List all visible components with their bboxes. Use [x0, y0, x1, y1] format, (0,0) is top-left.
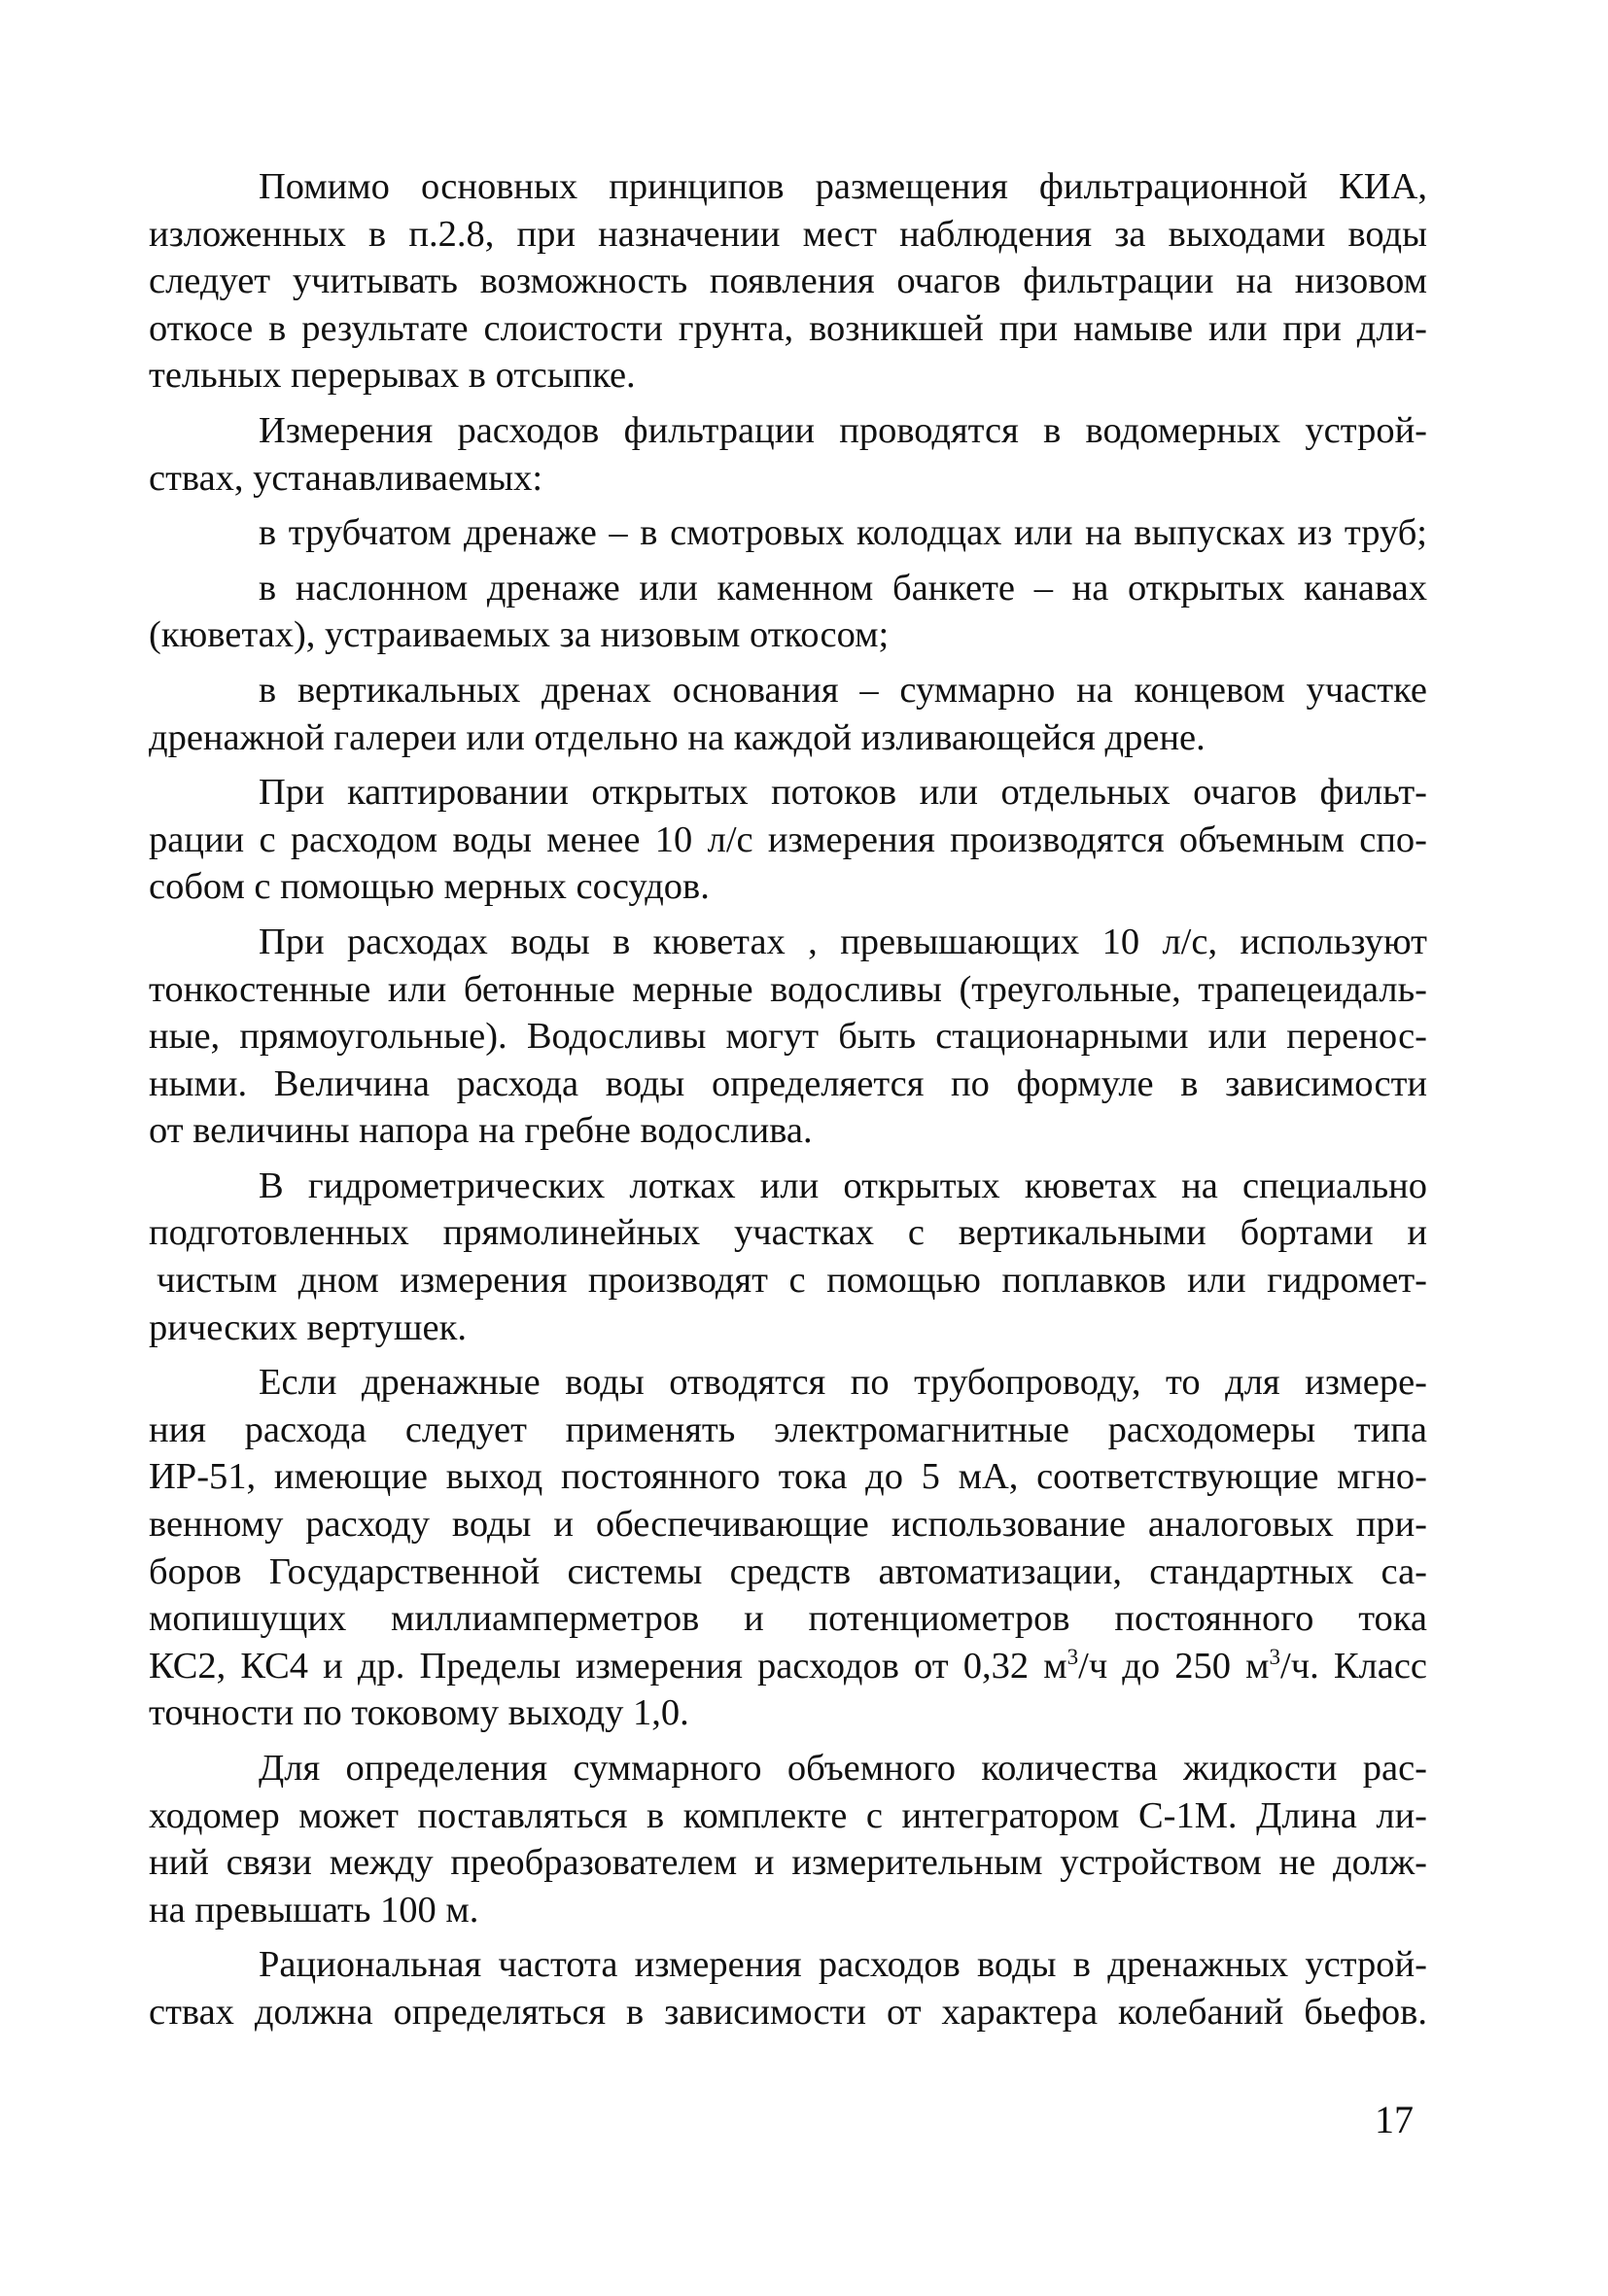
page-number: 17: [1375, 2098, 1414, 2141]
text-line: ствах должна определяться в зависимости от характера колебаний бьефов.: [149, 1991, 1427, 2033]
text-line: При расходах воды в кюветах , превышающих 10 л/с, используют: [259, 921, 1427, 962]
text-line: ний связи между преобразователем и измерительным устройством не долж-: [149, 1842, 1427, 1884]
text-line: собом с помощью мерных сосудов.: [149, 866, 710, 908]
text-line: Помимо основных принципов размещения фильтрационной КИА,: [259, 166, 1427, 207]
text-line: рации с расходом воды менее 10 л/с измерения производятся объемным спо-: [149, 818, 1427, 860]
text-line: в наслонном дренаже или каменном банкете – на открытых канавах: [259, 567, 1427, 609]
text-fragment: /ч. Класс: [1280, 1645, 1428, 1687]
text-fragment: КС2, КС4 и др. Пределы измерения расходов от 0,32 м: [149, 1645, 1067, 1687]
text-line: ходомер может поставляться в комплекте с интегратором С-1М. Длина ли-: [149, 1794, 1427, 1836]
text-line: мопишущих миллиамперметров и потенциометров постоянного тока: [149, 1598, 1427, 1640]
text-line: венному расходу воды и обеспечивающие использование аналоговых при-: [149, 1504, 1427, 1546]
text-line: ИР-51, имеющие выход постоянного тока до 5 мА, соответствующие мгно-: [149, 1456, 1427, 1498]
text-line: ствах, устанавливаемых:: [149, 457, 543, 499]
text-line: от величины напора на гребне водослива.: [149, 1110, 813, 1152]
text-line: изложенных в п.2.8, при назначении мест наблюдения за выходами воды: [149, 213, 1427, 255]
text-line: в трубчатом дренаже – в смотровых колодцах или на выпусках из труб;: [259, 512, 1427, 554]
text-line: на превышать 100 м.: [149, 1889, 479, 1931]
text-line: Если дренажные воды отводятся по трубопроводу, то для измере-: [259, 1362, 1427, 1404]
text-line: боров Государственной системы средств автоматизации, стандартных са-: [149, 1550, 1427, 1592]
text-line: Измерения расходов фильтрации проводятся в водомерных устрой-: [259, 409, 1427, 451]
text-line: тельных перерывах в отсыпке.: [149, 355, 636, 397]
text-line: точности по токовому выходу 1,0.: [149, 1692, 689, 1734]
text-line: рических вертушек.: [149, 1306, 467, 1348]
text-fragment: /ч до 250 м: [1078, 1645, 1270, 1687]
text-line: ные, прямоугольные). Водосливы могут быть стационарными или перенос-: [149, 1016, 1427, 1058]
body-text: [149, 163, 1427, 2036]
text-line: ными. Величина расхода воды определяется по формуле в зависимости: [149, 1062, 1427, 1104]
text-line: (кюветах), устраиваемых за низовым откосом;: [149, 614, 890, 656]
text-line: тонкостенные или бетонные мерные водосливы (треугольные, трапецеидаль-: [149, 968, 1427, 1010]
text-line: подготовленных прямолинейных участках с вертикальными бортами и: [149, 1212, 1427, 1254]
superscript: 3: [1066, 1643, 1079, 1669]
text-line: В гидрометрических лотках или открытых кюветах на специально: [259, 1165, 1427, 1206]
superscript: 3: [1269, 1643, 1281, 1669]
text-line: чистым дном измерения производят с помощью поплавков или гидромет-: [157, 1260, 1427, 1302]
text-line: Для определения суммарного объемного количества жидкости рас-: [259, 1748, 1427, 1789]
text-line: дренажной галереи или отдельно на каждой изливающейся дрене.: [149, 716, 1206, 758]
text-line: в вертикальных дренах основания – суммарно на концевом участке: [259, 669, 1427, 711]
text-line: следует учитывать возможность появления очагов фильтрации на низовом: [149, 261, 1427, 302]
text-line: ния расхода следует применять электромагнитные расходомеры типа: [149, 1409, 1427, 1450]
text-line: откосе в результате слоистости грунта, возникшей при намыве или при дли-: [149, 307, 1427, 349]
text-line: При каптировании открытых потоков или отдельных очагов фильт-: [259, 772, 1427, 814]
text-line: [149, 1643, 1427, 1690]
text-line: Рациональная частота измерения расходов воды в дренажных устрой-: [259, 1944, 1427, 1986]
